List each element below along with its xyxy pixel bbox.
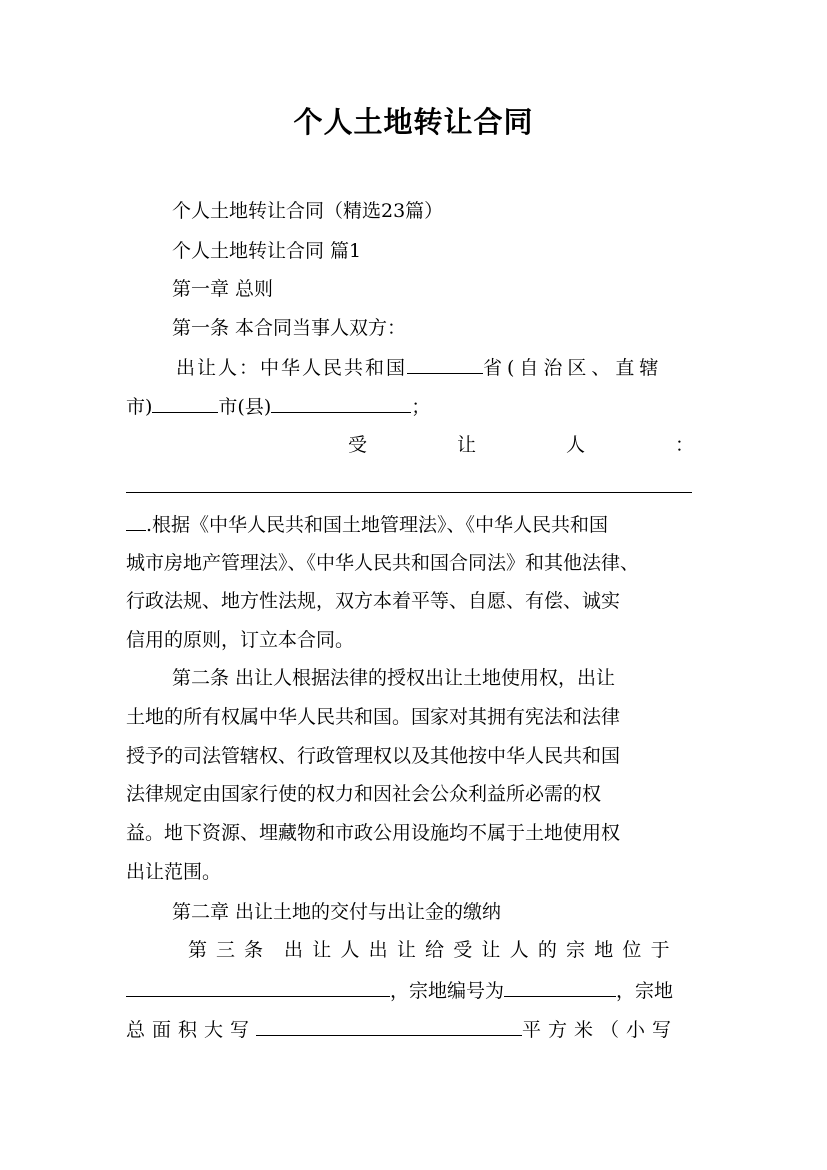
chapter-heading: 第一章 总则: [172, 278, 274, 300]
text-segment: 平方米（小写: [522, 1019, 679, 1041]
document-title: 个人土地转让合同: [293, 105, 534, 139]
text-segment: ，宗地编号为: [390, 980, 505, 1002]
text-segment: 市(县): [218, 396, 272, 418]
paragraph-line: 个人土地转让合同 篇1: [172, 240, 362, 262]
fill-blank: [407, 351, 483, 374]
paragraph-line: [126, 974, 702, 1006]
text-segment: ，宗地: [616, 980, 674, 1002]
text-segment: 出让人：中华人民共和国: [176, 357, 408, 379]
text-segment: ；: [411, 396, 431, 418]
paragraph-line: [126, 390, 702, 422]
text-segment: .根据《中华人民共和国土地管理法》、《中华人民共和国: [146, 514, 609, 536]
paragraph-line: 出让范围。: [126, 861, 222, 883]
spaced-text: [348, 430, 694, 460]
paragraph-line: 法律规定由国家行使的权力和因社会公众利益所必需的权: [126, 783, 602, 805]
text-segment: ：: [674, 434, 694, 456]
text-segment: 出让人出让给受让人的宗地位于: [284, 939, 679, 961]
text-segment: 让: [456, 434, 476, 456]
fill-blank: [126, 974, 390, 997]
fill-blank: [271, 390, 411, 413]
paragraph-line: 个人土地转让合同（精选23篇）: [172, 200, 444, 222]
paragraph-line: 第二条 出让人根据法律的授权出让土地使用权，出让: [172, 667, 616, 689]
paragraph-line: 授予的司法管辖权、行政管理权以及其他按中华人民共和国: [126, 745, 621, 767]
paragraph-line: [188, 935, 702, 965]
fill-blank-line: [126, 492, 692, 493]
paragraph-line: [348, 430, 694, 460]
paragraph-line: [126, 508, 702, 540]
fill-blank: [152, 390, 218, 413]
text-segment: 总面积大写: [126, 1019, 257, 1041]
text-segment: 省(自治区、直辖: [483, 357, 664, 379]
paragraph-line: 益。地下资源、埋藏物和市政公用设施均不属于土地使用权: [126, 822, 621, 844]
paragraph-line: 城市房地产管理法》、《中华人民共和国合同法》和其他法律、: [126, 552, 640, 574]
paragraph-line: [176, 351, 702, 383]
fill-blank: [256, 1013, 522, 1036]
text-segment: 市): [126, 396, 153, 418]
text-segment: 第三条: [188, 939, 273, 961]
text-segment: 人: [565, 434, 585, 456]
chapter-heading: 第二章 出让土地的交付与出让金的缴纳: [172, 901, 502, 923]
paragraph-line: 土地的所有权属中华人民共和国。国家对其拥有宪法和法律: [126, 706, 621, 728]
paragraph-line: 行政法规、地方性法规，双方本着平等、自愿、有偿、诚实: [126, 590, 621, 612]
article-heading: 第一条 本合同当事人双方：: [172, 317, 407, 339]
fill-blank: [504, 974, 616, 997]
paragraph-line: 信用的原则，订立本合同。: [126, 629, 355, 651]
text-segment: 受: [348, 434, 368, 456]
fill-blank: [126, 508, 146, 531]
paragraph-line: [126, 1013, 702, 1045]
